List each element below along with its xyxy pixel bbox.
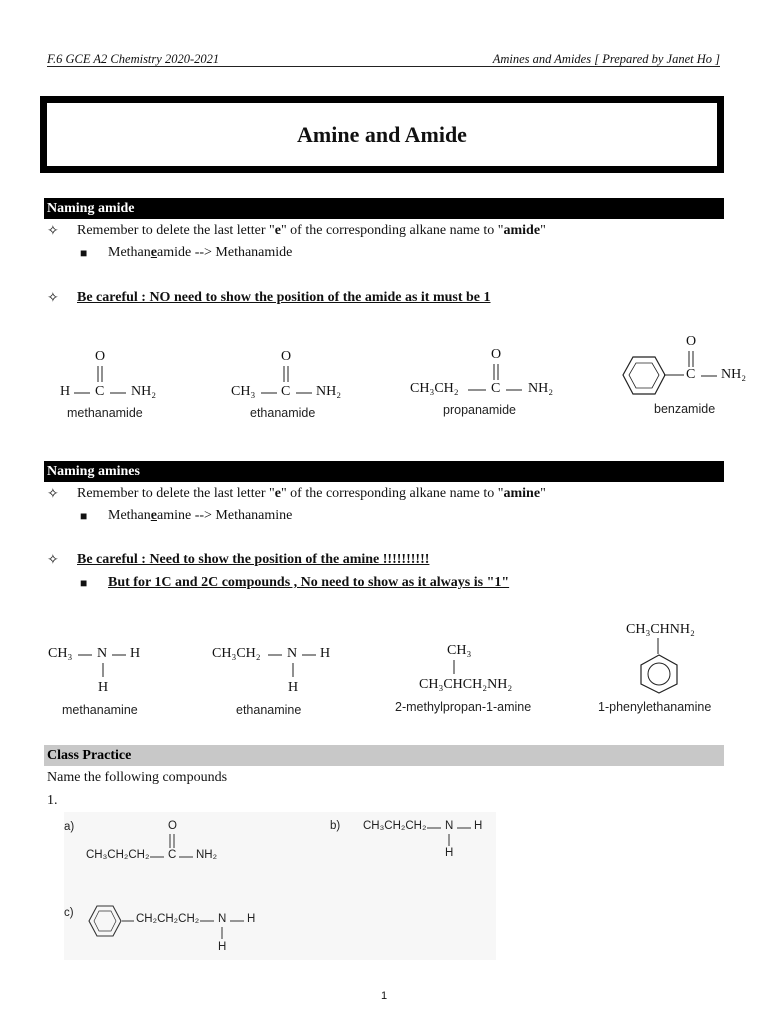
benzamide-nh2: NH₂ [721, 367, 747, 382]
methylpropanamine-chain: CH₃CHCH₂NH₂ [419, 677, 513, 692]
methanamide-h: H [60, 384, 71, 399]
single-bond [179, 856, 195, 860]
single-bond [261, 392, 279, 396]
methanamine-h: H [130, 646, 141, 661]
practice-a-o: O [168, 820, 177, 832]
methanamide-caption: methanamide [67, 406, 143, 420]
practice-a-label: a) [64, 821, 75, 833]
single-bond [122, 920, 136, 924]
practice-image-area [64, 812, 496, 960]
single-bond [150, 856, 166, 860]
practice-instruction: Name the following compounds [47, 770, 228, 785]
propanamide-nh2: NH₂ [528, 381, 554, 396]
page-number: 1 [380, 990, 388, 1002]
practice-a-c: C [168, 849, 177, 861]
diamond-bullet-icon: ✧ [47, 291, 59, 306]
methanamide-nh2: NH₂ [131, 384, 157, 399]
header-topic: Amines and Amides [ Prepared by Janet Ho ] [492, 52, 720, 66]
single-bond [102, 663, 106, 679]
methanamine-ch3: CH₃ [48, 646, 73, 661]
diamond-bullet-icon: ✧ [47, 553, 59, 568]
single-bond [268, 654, 284, 658]
amine-heading: Naming amines [44, 461, 724, 482]
diamond-bullet-icon: ✧ [47, 224, 59, 239]
single-bond [74, 392, 92, 396]
single-bond [453, 660, 457, 676]
practice-c-chain: CH₂CH₂CH₂ [136, 913, 200, 925]
single-bond [112, 654, 128, 658]
practice-c-h: H [247, 913, 256, 925]
single-bond [302, 654, 318, 658]
ethanamide-caption: ethanamide [250, 406, 316, 420]
ethanamide-ch3: CH₃ [231, 384, 256, 399]
benzene-ring-icon [622, 356, 666, 396]
single-bond [296, 392, 314, 396]
single-bond [506, 389, 524, 393]
benzamide-c: C [686, 367, 696, 382]
amine-example: Methaneamine --> Methanamine [108, 508, 293, 523]
diamond-bullet-icon: ✧ [47, 487, 59, 502]
amine-careful-note-2: But for 1C and 2C compounds , No need to show as it always is "1" [108, 575, 510, 590]
single-bond [448, 834, 452, 848]
double-bond [282, 366, 292, 384]
single-bond [230, 920, 246, 924]
propanamide-ch3ch2: CH₃CH₂ [410, 381, 459, 396]
ethanamine-h: H [320, 646, 331, 661]
methanamide-o: O [95, 349, 106, 364]
amide-heading: Naming amide [44, 198, 724, 219]
practice-c-label: c) [64, 907, 74, 919]
amine-careful-note: Be careful : Need to show the position of the amine !!!!!!!!!! [77, 552, 430, 567]
ethanamine-h2: H [288, 680, 299, 695]
ethanamine-n: N [287, 646, 298, 661]
single-bond [292, 663, 296, 679]
single-bond [457, 827, 473, 831]
practice-b-n: N [445, 820, 454, 832]
methylpropanamine-ch3: CH₃ [447, 643, 472, 658]
practice-b-h: H [474, 820, 483, 832]
propanamide-c: C [491, 381, 501, 396]
single-bond [110, 392, 128, 396]
page-title: Amine and Amide [297, 121, 467, 147]
ethanamine-ch3ch2: CH₃CH₂ [212, 646, 261, 661]
benzene-ring-icon [639, 654, 679, 694]
amide-rule: Remember to delete the last letter "e" of the corresponding alkane name to "amide" [77, 223, 546, 238]
practice-b-h2: H [445, 847, 454, 859]
methanamine-caption: methanamine [62, 703, 138, 717]
ethanamide-nh2: NH₂ [316, 384, 342, 399]
double-bond [168, 834, 178, 850]
double-bond [96, 366, 106, 384]
propanamide-caption: propanamide [443, 403, 516, 417]
practice-number: 1. [47, 793, 58, 808]
double-bond [492, 364, 502, 382]
practice-a-chain: CH₃CH₂CH₂ [86, 849, 150, 861]
amine-rule: Remember to delete the last letter "e" of the corresponding alkane name to "amine" [77, 486, 546, 501]
ethanamide-c: C [281, 384, 291, 399]
amide-example: Methaneamide --> Methanamide [108, 245, 293, 260]
practice-heading: Class Practice [44, 745, 724, 766]
benzamide-o: O [686, 334, 697, 349]
practice-c-n: N [218, 913, 227, 925]
single-bond [664, 374, 686, 378]
practice-b-label: b) [330, 820, 341, 832]
square-bullet-icon: ■ [80, 246, 88, 260]
methylpropanamine-caption: 2-methylpropan-1-amine [395, 700, 532, 714]
single-bond [200, 920, 216, 924]
single-bond [468, 389, 488, 393]
benzamide-caption: benzamide [654, 402, 716, 416]
benzene-ring-icon [88, 905, 122, 937]
single-bond [701, 375, 719, 379]
title-box [40, 96, 724, 173]
header-course: F.6 GCE A2 Chemistry 2020-2021 [47, 52, 220, 66]
single-bond [78, 654, 94, 658]
ethanamide-o: O [281, 349, 292, 364]
phenylethanamine-caption: 1-phenylethanamine [598, 700, 712, 714]
single-bond [221, 927, 225, 941]
methanamine-h2: H [98, 680, 109, 695]
square-bullet-icon: ■ [80, 509, 88, 523]
methanamine-n: N [97, 646, 108, 661]
phenylethanamine-top: CH₃CHNH₂ [626, 622, 695, 637]
square-bullet-icon: ■ [80, 576, 88, 590]
ethanamine-caption: ethanamine [236, 703, 302, 717]
practice-b-chain: CH₃CH₂CH₂ [363, 820, 427, 832]
amide-careful-note: Be careful : NO need to show the position of the amide as it must be 1 [77, 290, 491, 305]
methanamide-c: C [95, 384, 105, 399]
practice-c-h2: H [218, 941, 227, 953]
single-bond [427, 827, 443, 831]
practice-a-nh2: NH₂ [196, 849, 218, 861]
propanamide-o: O [491, 347, 502, 362]
header-rule [47, 66, 720, 67]
